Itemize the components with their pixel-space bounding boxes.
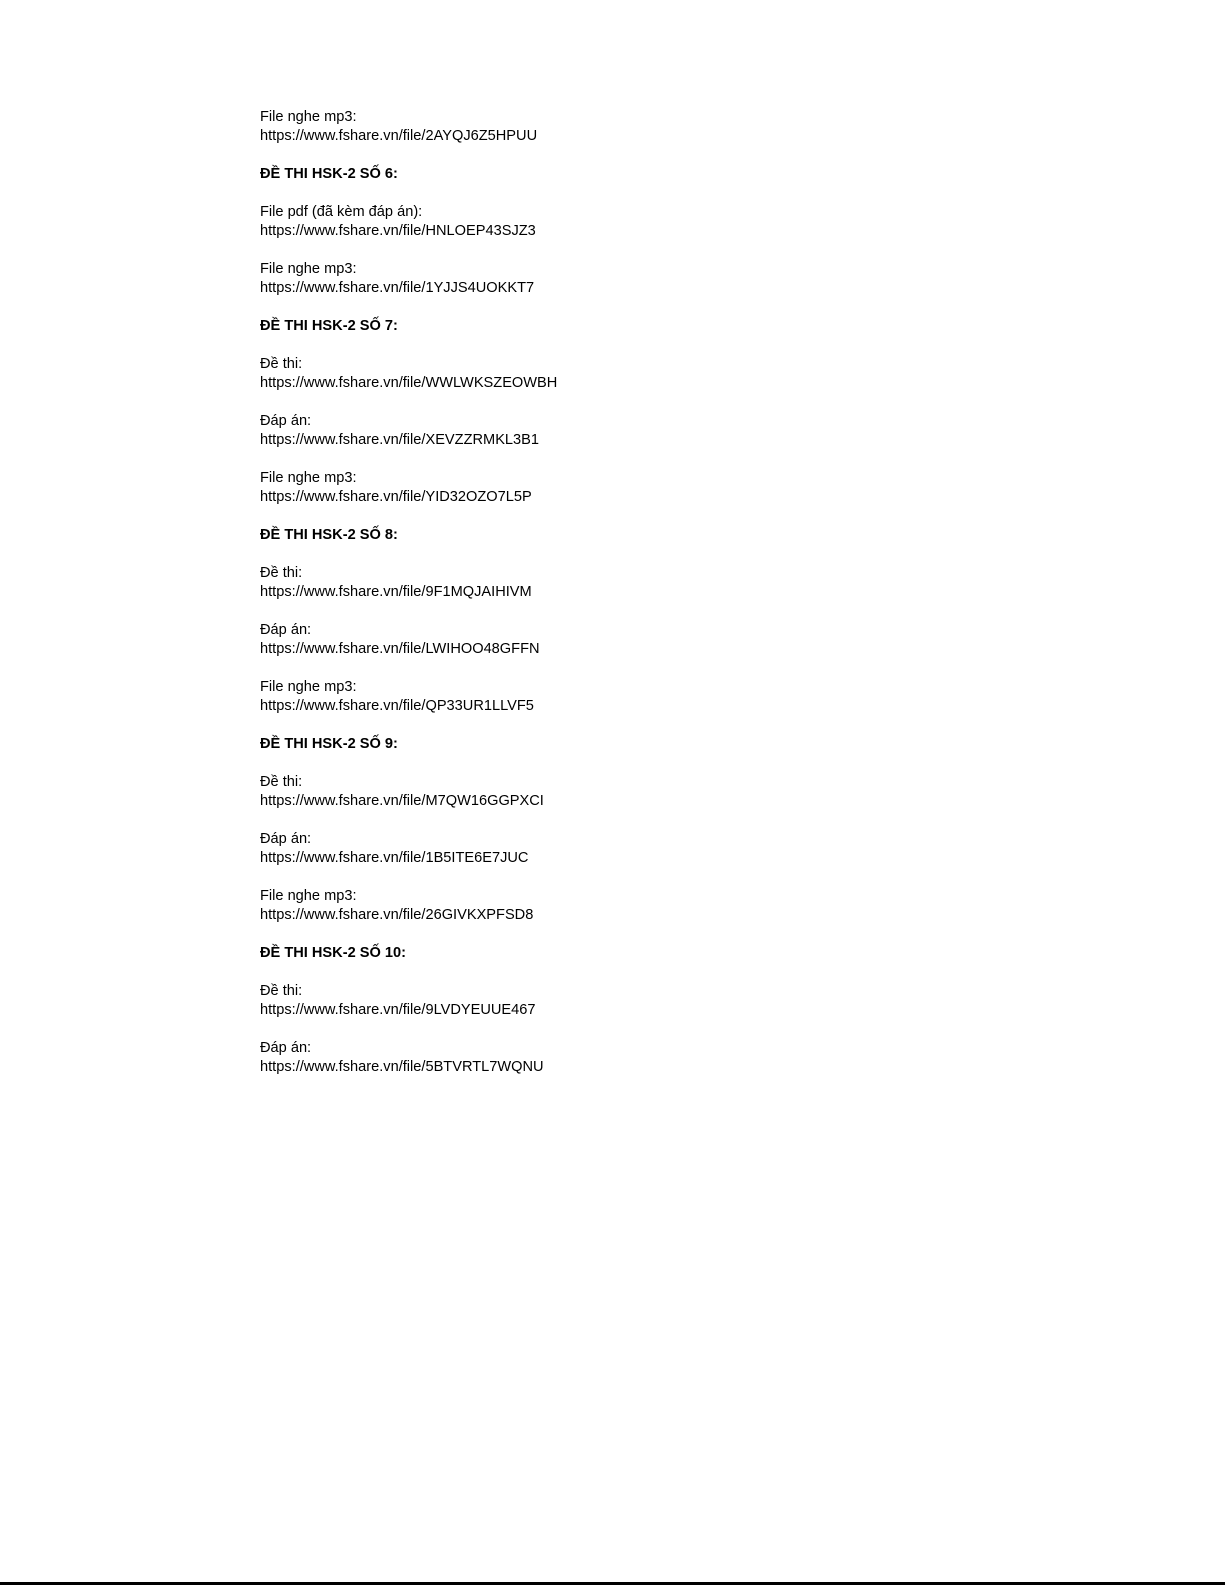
item-link[interactable]: https://www.fshare.vn/file/XEVZZRMKL3B1 bbox=[260, 432, 540, 448]
item-link[interactable]: https://www.fshare.vn/file/5BTVRTL7WQNU bbox=[260, 1059, 544, 1075]
item-label: Đáp án: bbox=[260, 622, 312, 638]
item-label: Đề thi: bbox=[260, 983, 303, 999]
item-label: File nghe mp3: bbox=[260, 888, 357, 904]
section-9 bbox=[260, 735, 960, 925]
item-link[interactable]: https://www.fshare.vn/file/WWLWKSZEOWBH bbox=[260, 375, 558, 391]
item-link[interactable]: https://www.fshare.vn/file/QP33UR1LLVF5 bbox=[260, 698, 534, 714]
item-link[interactable]: https://www.fshare.vn/file/26GIVKXPFSD8 bbox=[260, 907, 534, 923]
section-heading: ĐỀ THI HSK-2 SỐ 6: bbox=[260, 166, 398, 182]
item-label: File nghe mp3: bbox=[260, 261, 357, 277]
section-heading: ĐỀ THI HSK-2 SỐ 7: bbox=[260, 318, 398, 334]
list-item bbox=[260, 773, 960, 811]
list-item bbox=[260, 887, 960, 925]
item-link[interactable]: https://www.fshare.vn/file/YID32OZO7L5P bbox=[260, 489, 532, 505]
item-label: Đề thi: bbox=[260, 565, 303, 581]
list-item bbox=[260, 203, 960, 241]
item-link[interactable]: https://www.fshare.vn/file/9F1MQJAIHIVM bbox=[260, 584, 532, 600]
item-label: Đề thi: bbox=[260, 774, 303, 790]
item-link[interactable]: https://www.fshare.vn/file/1YJJS4UOKKT7 bbox=[260, 280, 535, 296]
list-item bbox=[260, 469, 960, 507]
list-item bbox=[260, 830, 960, 868]
item-label: Đáp án: bbox=[260, 413, 312, 429]
item-label: File nghe mp3: bbox=[260, 470, 357, 486]
list-item bbox=[260, 412, 960, 450]
item-link[interactable]: https://www.fshare.vn/file/HNLOEP43SJZ3 bbox=[260, 223, 536, 239]
intro-block bbox=[260, 108, 960, 146]
section-10 bbox=[260, 944, 960, 1077]
section-heading: ĐỀ THI HSK-2 SỐ 10: bbox=[260, 945, 406, 961]
item-link[interactable]: https://www.fshare.vn/file/M7QW16GGPXCI bbox=[260, 793, 544, 809]
item-label: Đáp án: bbox=[260, 831, 312, 847]
item-link[interactable]: https://www.fshare.vn/file/LWIHOO48GFFN bbox=[260, 641, 540, 657]
section-8 bbox=[260, 526, 960, 716]
list-item bbox=[260, 260, 960, 298]
item-link[interactable]: https://www.fshare.vn/file/1B5ITE6E7JUC bbox=[260, 850, 529, 866]
list-item bbox=[260, 1039, 960, 1077]
item-label: Đáp án: bbox=[260, 1040, 312, 1056]
section-heading: ĐỀ THI HSK-2 SỐ 8: bbox=[260, 527, 398, 543]
intro-label: File nghe mp3: bbox=[260, 109, 357, 125]
list-item bbox=[260, 621, 960, 659]
item-label: Đề thi: bbox=[260, 356, 303, 372]
document-content bbox=[260, 108, 960, 1096]
section-6 bbox=[260, 165, 960, 298]
list-item bbox=[260, 678, 960, 716]
list-item bbox=[260, 355, 960, 393]
section-7 bbox=[260, 317, 960, 507]
item-label: File pdf (đã kèm đáp án): bbox=[260, 204, 423, 220]
section-heading: ĐỀ THI HSK-2 SỐ 9: bbox=[260, 736, 398, 752]
list-item bbox=[260, 564, 960, 602]
item-link[interactable]: https://www.fshare.vn/file/9LVDYEUUE467 bbox=[260, 1002, 536, 1018]
item-label: File nghe mp3: bbox=[260, 679, 357, 695]
list-item bbox=[260, 982, 960, 1020]
intro-link[interactable]: https://www.fshare.vn/file/2AYQJ6Z5HPUU bbox=[260, 128, 538, 144]
